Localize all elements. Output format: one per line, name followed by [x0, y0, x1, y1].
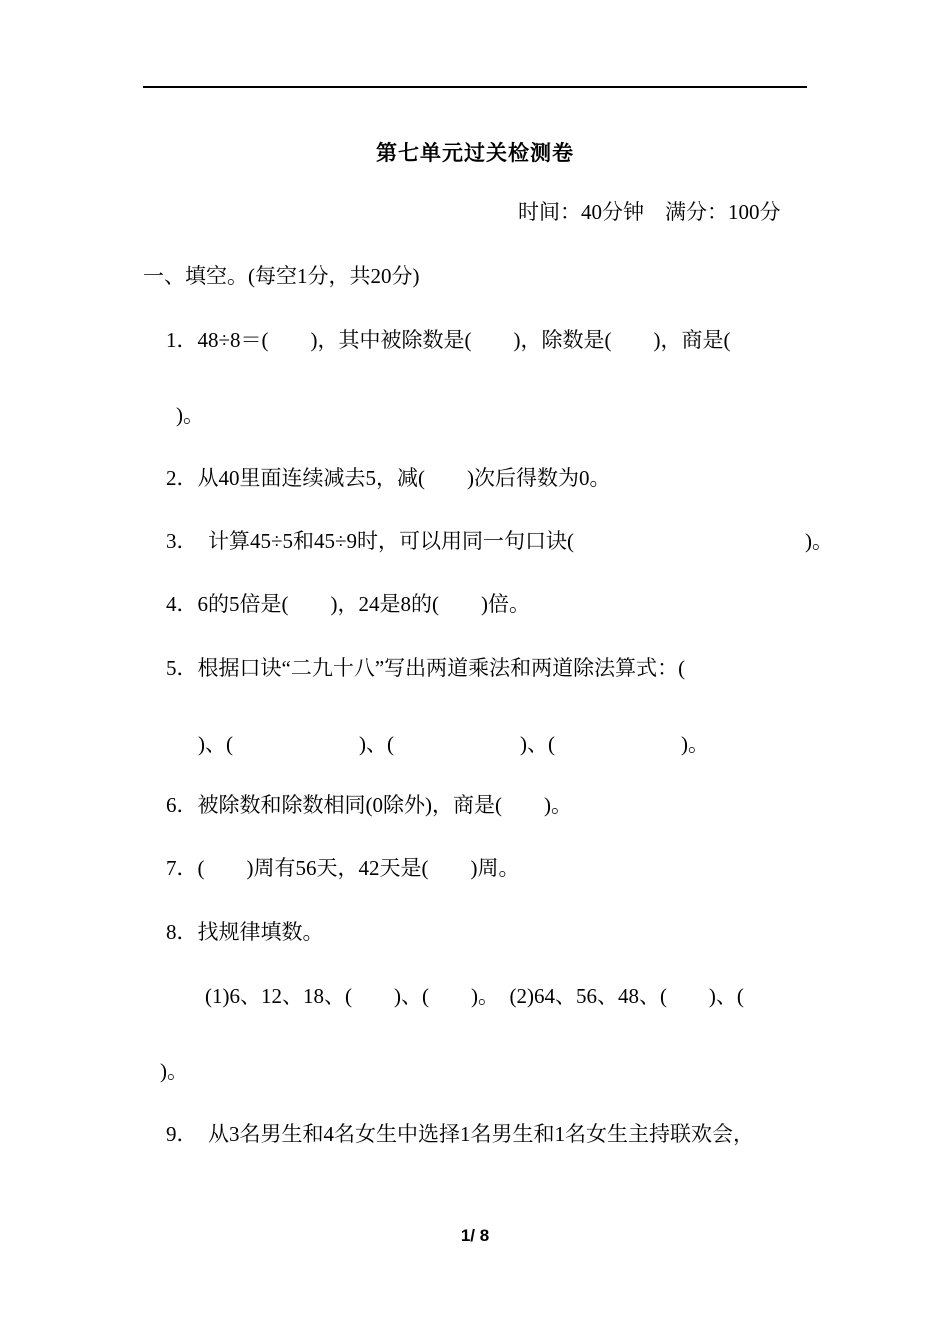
question-3: 3． 计算45÷5和45÷9时，可以用同一句口诀( )。	[166, 529, 834, 553]
question-8-continued: )。	[160, 1059, 188, 1083]
question-1: 1．48÷8＝( )，其中被除数是( )，除数是( )，商是(	[166, 328, 731, 352]
question-5-continued: )、( )、( )、( )。	[198, 732, 709, 756]
question-2: 2．从40里面连续减去5，减( )次后得数为0。	[166, 466, 611, 490]
question-8: 8．找规律填数。	[166, 920, 324, 944]
question-9: 9． 从3名男生和4名女生中选择1名男生和1名女生主持联欢会，	[166, 1122, 754, 1146]
question-4: 4．6的5倍是( )，24是8的( )倍。	[166, 592, 530, 616]
question-8-sequences: (1)6、12、18、( )、( )。 (2)64、56、48、( )、(	[205, 984, 744, 1008]
section-heading: 一、填空。(每空1分，共20分)	[143, 264, 420, 288]
question-1-continued: )。	[176, 403, 204, 427]
page-number: 1/ 8	[460, 1226, 490, 1245]
page-title: 第七单元过关检测卷	[376, 141, 574, 165]
header-rule	[143, 86, 807, 88]
exam-meta: 时间：40分钟 满分：100分	[518, 200, 781, 224]
question-6: 6．被除数和除数相同(0除外)，商是( )。	[166, 793, 572, 817]
question-5: 5．根据口诀“二九十八”写出两道乘法和两道除法算式：(	[166, 656, 686, 680]
question-7: 7．( )周有56天，42天是( )周。	[166, 856, 520, 880]
